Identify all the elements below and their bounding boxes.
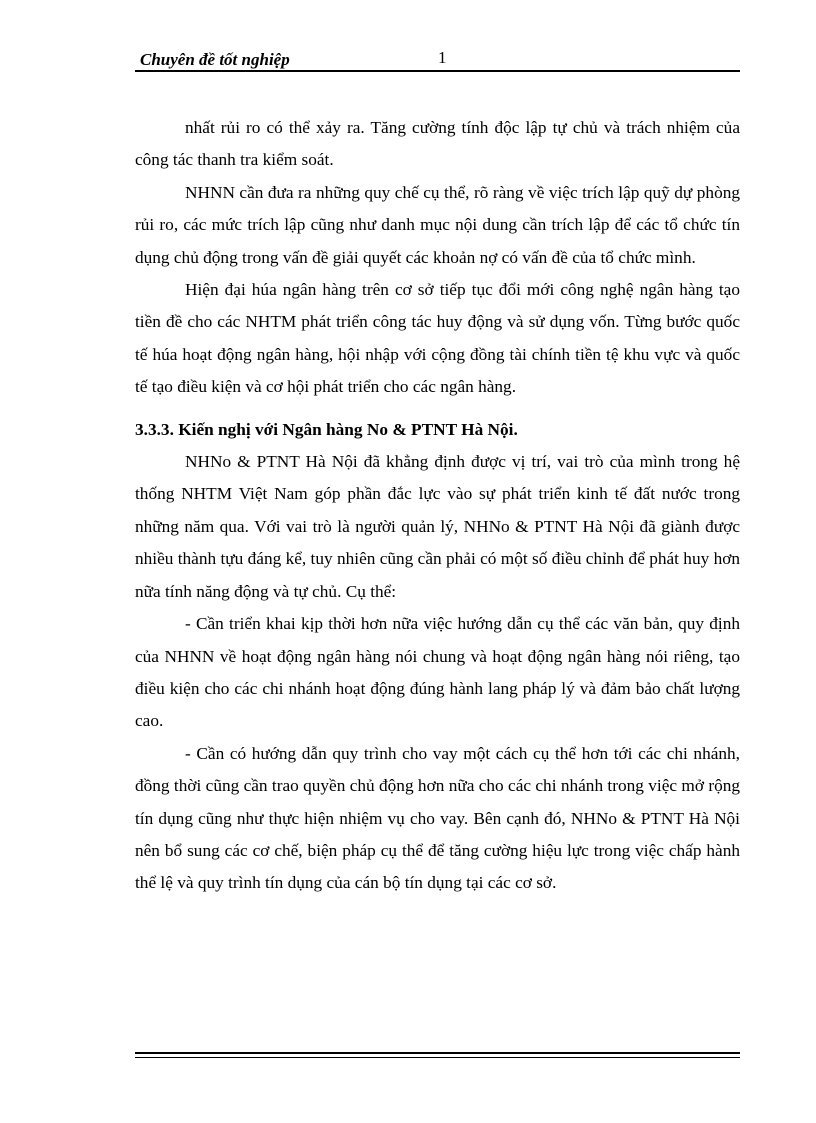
paragraph-1: nhất rủi ro có thể xảy ra. Tăng cường tính độc lập tự chủ và trách nhiệm của công tác thanh tra kiểm soát.: [135, 118, 740, 170]
footer-divider-thin: [135, 1057, 740, 1058]
document-body: [135, 112, 740, 900]
page-header: [135, 48, 740, 70]
section-heading: 3.3.3. Kiến nghị với Ngân hàng No & PTNT Hà Nội.: [135, 419, 518, 439]
paragraph-3: Hiện đại húa ngân hàng trên cơ sở tiếp tục đổi mới công nghệ ngân hàng tạo tiền đề cho các NHTM phát triển công tác huy động và sử dụng vốn. Từng bước quốc tế húa hoạt động ngân hàng, hội nhập với cộng đồng tài chính tiền tệ khu vực và quốc tế tạo điều kiện và cơ hội phát triển cho các ngân hàng.: [135, 280, 740, 397]
header-title: Chuyên đề tốt nghiệp: [140, 50, 290, 69]
paragraph-6: - Cần có hướng dẫn quy trình cho vay một cách cụ thể hơn tới các chi nhánh, đồng thời cũng cần trao quyền chủ động hơn nữa cho các chi nhánh trong việc mở rộng tín dụng cũng như thực hiện nhiệm vụ cho vay. Bên cạnh đó, NHNo & PTNT Hà Nội nên bổ sung các cơ chế, biện pháp cụ thể để tăng cường hiệu lực trong việc chấp hành thể lệ và quy trình tín dụng của cán bộ tín dụng tại các cơ sở.: [135, 743, 740, 893]
header-divider: [135, 70, 740, 72]
paragraph-2: NHNN cần đưa ra những quy chế cụ thể, rõ ràng về việc trích lập quỹ dự phòng rủi ro, các mức trích lập cũng như danh mục nội dung cần trích lập để các tổ chức tín dụng chủ động trong vấn đề giải quyết các khoản nợ có vấn đề của tổ chức mình.: [135, 182, 740, 267]
paragraph-5: - Cần triển khai kịp thời hơn nữa việc hướng dẫn cụ thể các văn bản, quy định của NHNN về hoạt động ngân hàng nói chung và hoạt động ngân hàng nói riêng, tạo điều kiện cho các chi nhánh hoạt động đúng hành lang pháp lý và đảm bảo chất lượng cao.: [135, 614, 740, 731]
footer-divider-thick: [135, 1052, 740, 1054]
page-number: 1: [438, 48, 447, 67]
paragraph-4: NHNo & PTNT Hà Nội đã khẳng định được vị trí, vai trò của mình trong hệ thống NHTM Việt Nam góp phần đắc lực vào sự phát triển kinh tế đất nước trong những năm qua. Với vai trò là người quản lý, NHNo & PTNT Hà Nội đã giành được nhiều thành tựu đáng kể, tuy nhiên cũng cần phải có một số điều chỉnh để phát huy hơn nữa tính năng động và tự chủ. Cụ thể:: [135, 452, 740, 601]
